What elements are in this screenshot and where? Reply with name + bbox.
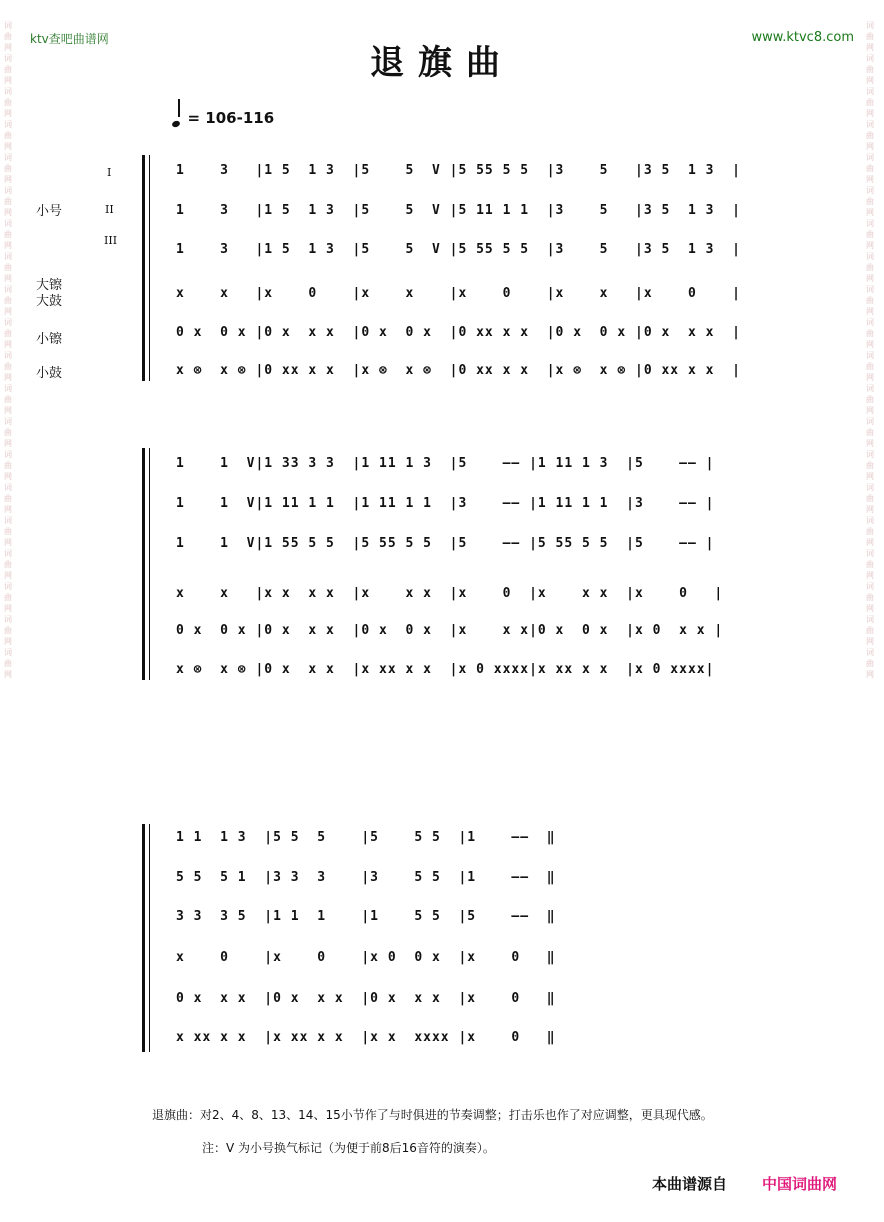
- site-label-left: ktv查吧曲谱网: [30, 32, 109, 46]
- page-title: 退旗曲: [370, 43, 514, 83]
- source-site-link[interactable]: 中国词曲网: [762, 1175, 838, 1193]
- s1-trumpet-2: 1 3 |1 5 1 3 |5 5 V |5 11 1 1 |3 5 |3 5 1 3 |: [176, 203, 741, 218]
- label-snare: 小鼓: [36, 366, 63, 381]
- s1-small-cymbal: 0 x 0 x |0 x x x |0 x 0 x |0 xx x x |0 x 0 x |0 x x x |: [176, 325, 741, 340]
- label-cymbal-drum: 大镲 大鼓: [36, 278, 63, 309]
- source-label: 本曲谱源自: [652, 1175, 728, 1193]
- label-part-1: I: [107, 166, 112, 179]
- s2-small-cymbal: 0 x 0 x |0 x x x |0 x 0 x |x x x|0 x 0 x |x 0 x x |: [176, 623, 724, 638]
- label-part-3: III: [104, 234, 118, 247]
- label-small-cymbal: 小镲: [36, 332, 63, 347]
- s1-snare: x ⊗ x ⊗ |0 xx x x |x ⊗ x ⊗ |0 xx x x |x ⊗ x ⊗ |0 xx x x |: [176, 363, 741, 378]
- s2-snare: x ⊗ x ⊗ |0 x x x |x xx x x |x 0 xxxx|x xx x x |x 0 xxxx|: [176, 662, 715, 677]
- s3-cymbal-drum: x 0 |x 0 |x 0 0 x |x 0 ‖: [176, 950, 556, 965]
- s3-small-cymbal: 0 x x x |0 x x x |0 x x x |x 0 ‖: [176, 991, 556, 1006]
- side-watermark-left: 词曲网词曲网词曲网词曲网词曲网词曲网词曲网词曲网词曲网词曲网词曲网词曲网词曲网词曲网词曲网词曲网词曲网词曲网词曲网词曲网: [4, 21, 12, 679]
- footer-note-2: 注：V 为小号换气标记（为便于前8后16音符的演奏）。: [202, 1141, 495, 1155]
- s3-trumpet-1: 1 1 1 3 |5 5 5 |5 5 5 |1 —— ‖: [176, 830, 556, 845]
- system3-bracket: [142, 824, 145, 1052]
- s2-trumpet-3: 1 1 V|1 55 5 5 |5 55 5 5 |5 —— |5 55 5 5 |5 —— |: [176, 536, 715, 551]
- side-watermark-right: 词曲网词曲网词曲网词曲网词曲网词曲网词曲网词曲网词曲网词曲网词曲网词曲网词曲网词曲网词曲网词曲网词曲网词曲网词曲网词曲网: [866, 21, 874, 679]
- quarter-note-icon: [171, 120, 181, 128]
- system1-bracket: [142, 155, 145, 381]
- label-part-2: II: [105, 203, 114, 216]
- label-trumpet: 小号: [36, 204, 63, 219]
- system1-bracket-inner: [149, 155, 150, 381]
- tempo-value: = 106-116: [187, 109, 275, 127]
- s2-trumpet-1: 1 1 V|1 33 3 3 |1 11 1 3 |5 —— |1 11 1 3 |5 —— |: [176, 456, 715, 471]
- site-label-right: www.ktvc8.com: [751, 30, 854, 45]
- system2-bracket-inner: [149, 448, 150, 680]
- s3-snare: x xx x x |x xx x x |x x xxxx |x 0 ‖: [176, 1030, 556, 1045]
- s1-cymbal-drum: x x |x 0 |x x |x 0 |x x |x 0 |: [176, 286, 741, 301]
- footer-note-1: 退旗曲：对2、4、8、13、14、15小节作了与时俱进的节奏调整；打击乐也作了对应调整，更具现代感。: [152, 1108, 713, 1122]
- system3-bracket-inner: [149, 824, 150, 1052]
- s2-trumpet-2: 1 1 V|1 11 1 1 |1 11 1 1 |3 —— |1 11 1 1 |3 —— |: [176, 496, 715, 511]
- s3-trumpet-2: 5 5 5 1 |3 3 3 |3 5 5 |1 —— ‖: [176, 870, 556, 885]
- system2-bracket: [142, 448, 145, 680]
- tempo-marking: [172, 105, 274, 127]
- s2-cymbal-drum: x x |x x x x |x x x |x 0 |x x x |x 0 |: [176, 586, 724, 601]
- s1-trumpet-1: 1 3 |1 5 1 3 |5 5 V |5 55 5 5 |3 5 |3 5 1 3 |: [176, 163, 741, 178]
- s3-trumpet-3: 3 3 3 5 |1 1 1 |1 5 5 |5 —— ‖: [176, 909, 556, 924]
- s1-trumpet-3: 1 3 |1 5 1 3 |5 5 V |5 55 5 5 |3 5 |3 5 1 3 |: [176, 242, 741, 257]
